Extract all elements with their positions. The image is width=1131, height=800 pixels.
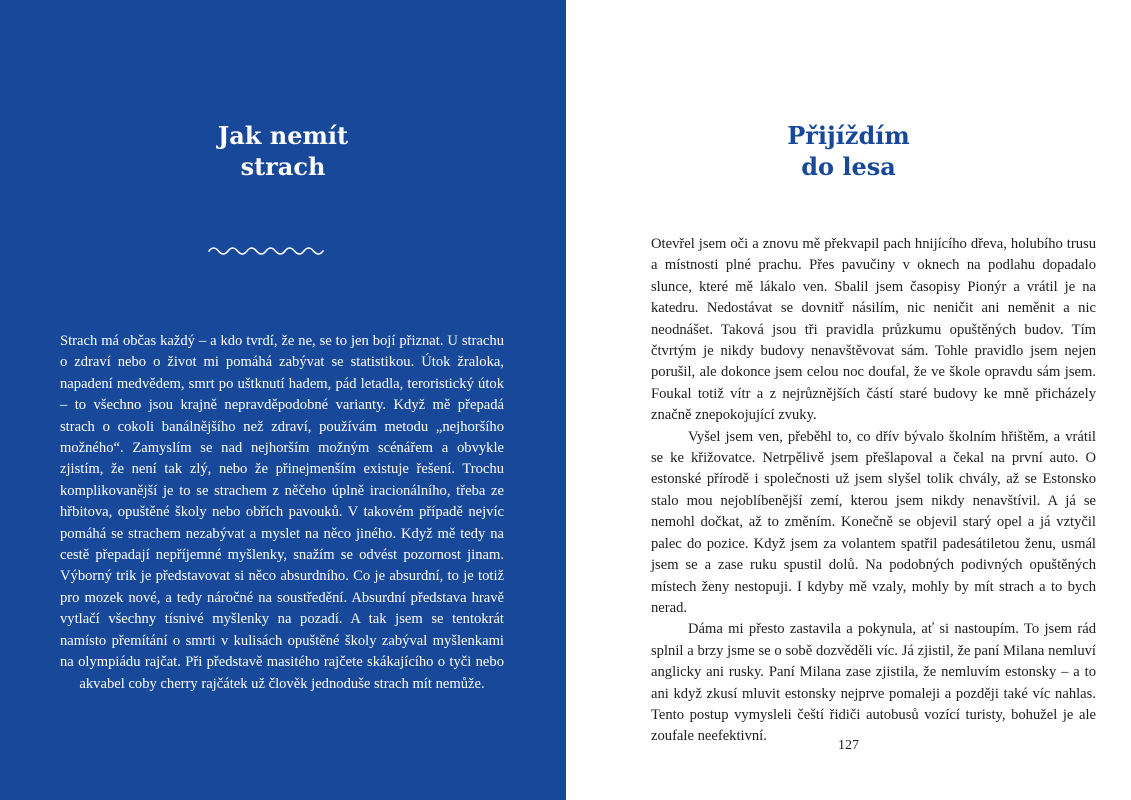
right-page-title	[566, 120, 1131, 182]
paragraph-1: Otevřel jsem oči a znovu mě překvapil pach hnijícího dřeva, holubího trusu a místnosti plné prachu. Přes pavučiny v oknech na podlahu dopadalo slunce, které mě lákalo ven. Sbalil jsem časopisy Pionýr a vrátil je na katedru. Nedostávat se dovnitř násilím, nic neničit ani neměnit a nic neodnášet. Taková jsou tři pravidla průzkumu opuštěných budov. Tím čtvrtým je nikdy budovy nenavštěvovat sám. Tohle pravidlo jsem nejen porušil, ale dokonce jsem celou noc doufal, že ve škole opravdu sám jsem. Foukal totiž vítr a z nejrůznějších částí staré budovy ke mně přicházely značně znepokojující zvuky.	[651, 236, 1096, 424]
left-page-body: Strach má občas každý – a kdo tvrdí, že ne, se to jen bojí přiznat. U strachu o zdraví nebo o život mi pomáhá zabývat se statistikou. Útok žraloka, napadení medvědem, smrt po uštknutí hadem, pád letadla, teroristický útok – to všechno jsou krajně nepravděpodobné varianty. Když mě přepadá strach o cokoli banálnějšího než zdraví, používám metodu „nejhoršího možného“. Zamyslím se nad nejhorším možným scénářem a obvykle zjistím, že není tak zlý, nebo že přinejmenším existuje řešení. Trochu komplikovanější je to se strachem z něčeho úplně iracionálního, třeba ze hřbitova, opuštěné školy nebo obřích pavouků. V takovém případě nejvíc pomáhá se strachem nezabývat a myslet na něco jiného. Když mě tedy na cestě přepadají nepříjemné myšlenky, snažím se odvést pozornost jinam. Výborný trik je představovat si něco absurdního. Co je absurdní, to je totiž pro mozek nové, a tedy náročné na soustředění. Absurdní představa hravě vytlačí všechny tísnivé myšlenky na pozadí. A tak jsem se tentokrát namísto přemítání o smrti v kulisách opuštěné školy zabýval myšlenkami na olympiádu rajčat. Při představě masitého rajčete skákajícího o tyči nebo akvabel coby cherry rajčátek už člověk jednoduše strach mít nemůže.	[60, 333, 504, 692]
right-title-line-1: Přijíždím	[787, 121, 910, 150]
wave-ornament-icon	[208, 244, 326, 258]
left-title-line-1: Jak nemít	[217, 121, 349, 150]
paragraph-2: Vyšel jsem ven, přeběhl to, co dřív bývalo školním hřištěm, a vrátil se ke křižovatce. Netrpělivě jsem přešlapoval a čekal na první auto. O estonské přírodě i společnosti už jsem slyšel tolik chvály, až se Estonsko stalo mou nejoblíbenější zemí, kterou jsem nikdy nenavštívil. A já se nemohl dočkat, až to změním. Konečně se objevil starý opel a já vztyčil palec do pozice. Když jsem za volantem spatřil padesátiletou ženu, usmál jsem se a zase ruku spustil dolů. Na podobných podivných opuštěných místech ženy nestopuji. I kdyby mě vzaly, mohly by mít strach a to bych nerad.	[651, 428, 1096, 616]
right-page-body	[651, 234, 1096, 748]
right-title-line-2: do lesa	[801, 152, 896, 181]
left-page-title	[0, 120, 566, 182]
paragraph-3: Dáma mi přesto zastavila a pokynula, ať si nastoupím. To jsem rád splnil a brzy jsme se o sobě dozvěděli víc. Já zjistil, že paní Milana nemluví anglicky ani rusky. Paní Milana zase zjistila, že nemluvím estonsky – a to ani když zkusí mluvit estonsky nejprve pomaleji a později také víc nahlas. Tento postup vymysleli čeští řidiči autobusů vozící turisty, bohužel je ale zoufale neefektivní.	[651, 621, 1096, 745]
page-number: 127	[838, 738, 859, 753]
left-title-line-2: strach	[240, 152, 326, 181]
